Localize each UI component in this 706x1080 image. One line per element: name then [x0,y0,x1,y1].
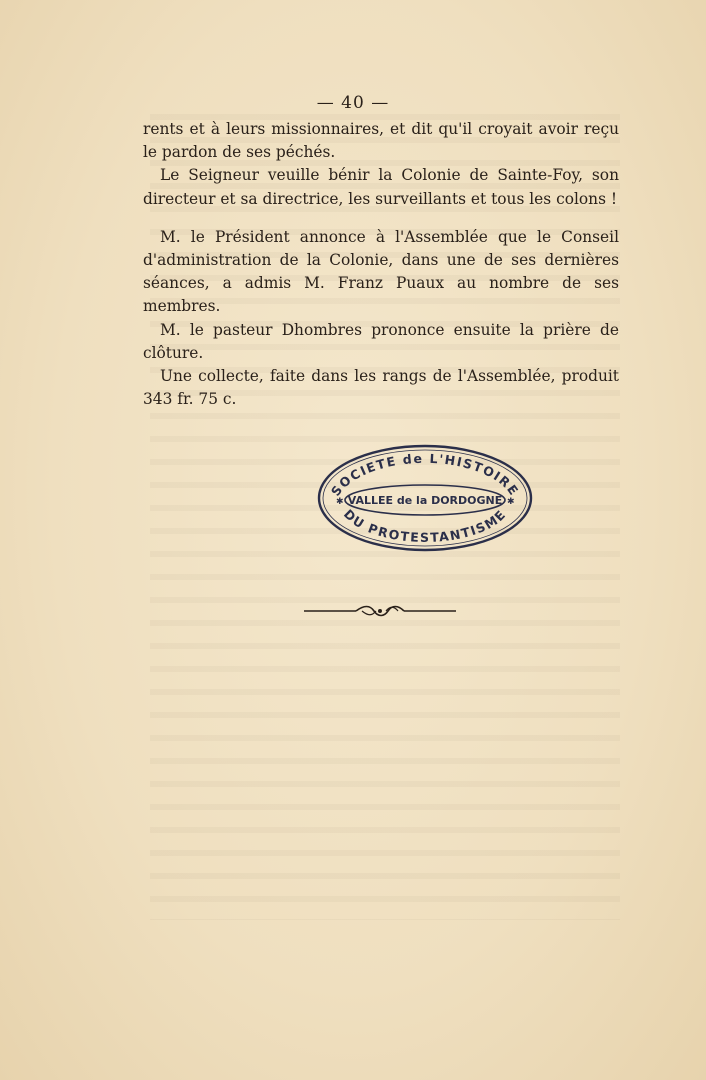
paragraph: Une collecte, faite dans les rangs de l'Assemblée, produit 343 fr. 75 c. [143,367,619,409]
page-number: — 40 — [316,93,390,113]
library-stamp [314,440,536,556]
stamp-star-left: ✱ [336,497,344,507]
paragraph: M. le pasteur Dhombres prononce ensuite la prière de clôture. [143,320,619,362]
stamp-bottom-text: DU PROTESTANTISME [340,506,510,545]
body-text [143,118,619,411]
stamp-center-text: VALLEE de la DORDOGNE [347,494,503,507]
end-ornament [300,602,460,620]
paragraph: rents et à leurs missionnaires, et dit qu'il croyait avoir reçu le pardon de ses péchés. [143,120,619,162]
paragraph: Le Seigneur veuille bénir la Colonie de Sainte-Foy, son directeur et sa directrice, les surveillants et tous les colons ! [143,166,619,208]
stamp-star-right: ✱ [507,497,515,507]
stamp-top-text: SOCIETE de L'HISTOIRE [327,450,523,499]
paragraph: M. le Président annonce à l'Assemblée que le Conseil d'administration de la Colonie, dans une de ses dernières séances, a admis M. Franz Puaux au nombre de ses membres. [143,227,619,316]
